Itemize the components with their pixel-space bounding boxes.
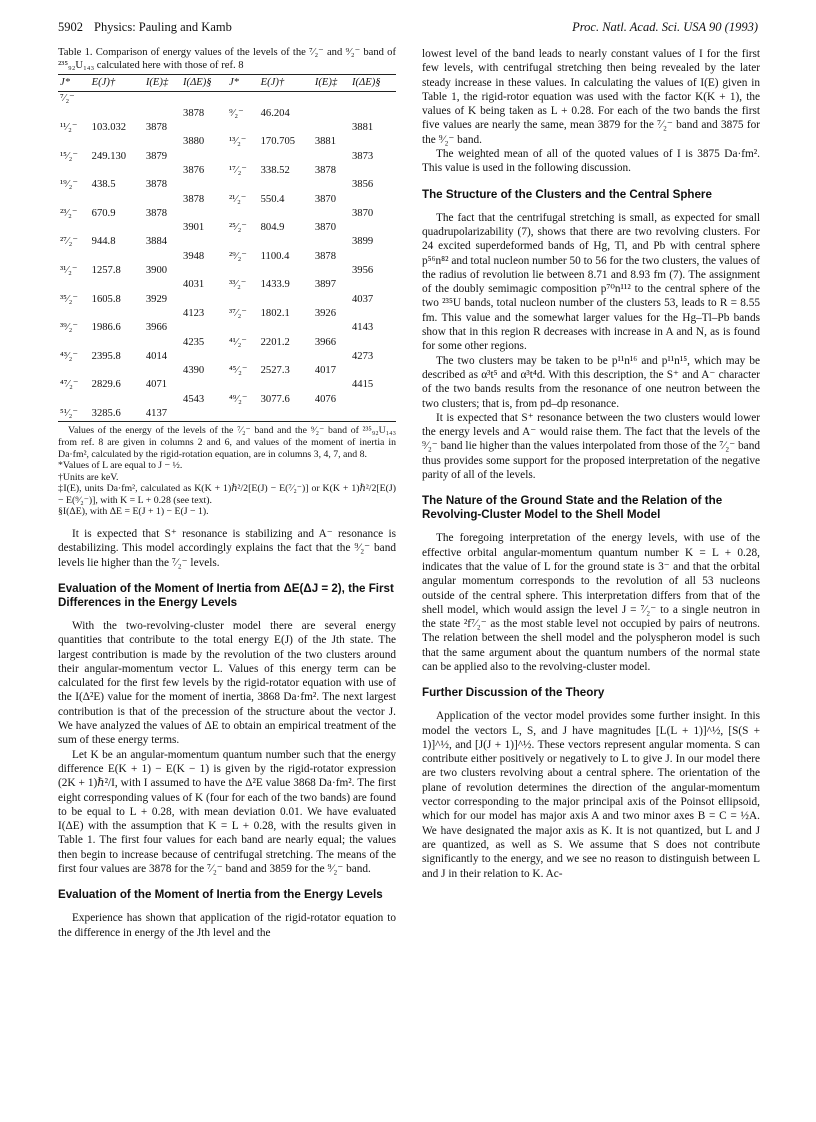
table-cell [181,293,227,307]
table-footnotes [58,425,396,518]
col-header-j2: J* [227,75,259,92]
table-cell: 3870 [314,193,337,205]
table-cell [90,393,144,407]
table-row [58,321,396,335]
table-cell [350,364,396,378]
table-cell: ³⁵⁄₂⁻ [60,293,78,305]
table-cell [313,150,350,164]
table-cell: 1100.4 [260,250,290,262]
table-cell [313,407,350,422]
table-cell [58,135,90,149]
table-cell [144,393,181,407]
footnote: *Values of L are equal to J − ½. [58,460,183,472]
table-cell [259,92,313,107]
table-cell: 3870 [314,222,337,234]
table-cell [227,150,259,164]
table-cell [259,178,313,192]
table-cell [227,121,259,135]
table-cell: 804.9 [260,222,285,234]
table-row [58,278,396,292]
section-heading: Evaluation of the Moment of Inertia from the Energy Levels [58,888,383,902]
col-header-ide: I(ΔE)§ [181,75,227,92]
table-row [58,364,396,378]
table-cell [313,293,350,307]
table-row [58,221,396,235]
table-cell [181,407,227,422]
table-cell [350,407,396,422]
table-cell [350,193,396,207]
table-cell [259,207,313,221]
table-cell [313,121,350,135]
paragraph: Application of the vector model provides some further insight. In this model the vectors L, S, and J have magnitudes [L(L + 1)]^½, [S(S + 1)]^½, and [J(J + 1)]^½. These vectors represent angular momenta. S can contribute either positively or negatively to L to give J. In our model there are two clusters revolving about a central sphere. The orientation of the plane of revolution determines the direction of the angular-momentum vector corresponding to the major principal axis of the Poinsot ellipsoid, which for our model has major axis A and two minor axes B = C = ½A. We have designated the major axis as K. It is not quantized, but L and J are quantized, as well as S. We assume that S does not contribute significantly to the energy, and we see no reason to distinguish between L and J in their relation to K. Ac- [422,710,760,880]
table-cell [313,178,350,192]
footnote: §I(ΔE), with ΔE = E(J + 1) − E(J − 1). [58,506,209,518]
table-cell: 249.130 [91,150,127,162]
table-cell [227,207,259,221]
table-cell: ¹⁷⁄₂⁻ [228,164,247,176]
table-cell [181,207,227,221]
table-cell [259,235,313,249]
table-cell: 3948 [183,250,205,262]
table-cell [90,164,144,178]
table-cell [227,407,259,422]
table-cell: 2829.6 [91,379,121,391]
table-row [58,178,396,192]
table-row [58,207,396,221]
table-cell: 3884 [145,236,168,248]
table-cell: 3878 [314,164,337,176]
table-cell [313,92,350,107]
table-cell: 4415 [352,379,374,391]
table-cell [227,235,259,249]
col-header-j: J* [58,75,90,92]
paragraph: lowest level of the band leads to nearly constant values of I for the first few levels, with centrifugal stretching then being revealed by the later steady increase in these values. In calculating the values of I(E) given in Table 1, the rigid-rotor equation was used with the factor K(K + 1), the values of K being taken as L + 0.28. For each of the two bands the first five values are nearly the same, mean 3879 for the ⁷⁄₂⁻ band and 3875 for the ⁹⁄₂⁻ band. [422,48,760,146]
right-column [422,47,760,881]
table-cell [144,221,181,235]
table-cell [259,150,313,164]
table-cell [227,178,259,192]
table-cell: 3926 [314,307,337,319]
table-cell [350,336,396,350]
col-header-ej2: E(J)† [259,75,313,92]
left-column [58,47,396,940]
table-cell: 3878 [314,250,337,262]
table-cell: 4014 [145,350,168,362]
paragraph: It is expected that S⁺ resonance is stabilizing and A⁻ resonance is destabilizing. This model accordingly explains the fact that the ⁹⁄₂⁻ band levels lie higher than the ⁷⁄₂⁻ levels. [58,528,396,569]
table-cell: 4017 [314,365,337,377]
section-heading: Evaluation of the Moment of Inertia from ΔE(ΔJ = 2), the First Differences in the Energy Levels [58,581,394,609]
table-cell [259,378,313,392]
table-cell: ²⁵⁄₂⁻ [228,222,247,234]
table-cell [181,321,227,335]
table-cell [181,350,227,364]
table-row [58,235,396,249]
table-cell [350,278,396,292]
table-cell: 3870 [352,207,374,219]
table-cell: ³³⁄₂⁻ [228,279,247,291]
table-cell: 4037 [352,293,374,305]
table-cell: 3966 [145,322,168,334]
table-cell: 3878 [183,193,205,205]
page-number: 5902 [58,20,83,34]
table-row [58,293,396,307]
table-body [58,92,396,422]
table-cell [90,135,144,149]
table-cell: 3966 [314,336,337,348]
table-cell: 3900 [145,265,168,277]
table-cell [58,193,90,207]
table-cell [259,321,313,335]
paragraph: The two clusters may be taken to be p¹¹n¹⁶ and p¹¹n¹⁵, which may be described as α³t⁵ and α³t⁴d. With this description, the S⁺ and A⁻ character of the two bands results from the resonance of one neutron between the two clusters; that is, from pd–dp resonance. [422,354,760,410]
paragraph: With the two-revolving-cluster model there are several energy quantities that contribute to the total energy E(J) of the Jth state. The largest contribution is made by the revolution of the two clusters around their angular-momentum vector L. Values of this energy term can be calculated for the first few levels by the rigid-rotator equation with use of the I(Δ²E) value for the moment of inertia, 3868 Da·fm². The next largest contribution is that of the precession of the structure about the vector J. We have analyzed the values of ΔE to obtain an empirical treatment of the sum of these energy terms. [58,619,396,747]
table-row [58,107,396,121]
table-header-row [58,75,396,92]
table-cell: 3956 [352,265,374,277]
energy-table [58,74,396,422]
table-cell [181,178,227,192]
table-cell [350,164,396,178]
table-cell [144,135,181,149]
table-cell [313,235,350,249]
section-title: Physics: Pauling and Kamb [94,20,232,34]
table-cell [144,193,181,207]
table-cell [313,378,350,392]
table-cell: 3856 [352,179,374,191]
table-cell: ²¹⁄₂⁻ [228,193,247,205]
table-cell [313,107,350,121]
table-cell [259,350,313,364]
table-cell [58,164,90,178]
table-cell: 3878 [145,179,168,191]
table-cell [90,92,144,107]
page-header [58,20,758,38]
table-cell [259,121,313,135]
table-cell [90,307,144,321]
table-cell [181,92,227,107]
table-cell [259,293,313,307]
table-cell [227,378,259,392]
table-cell [350,393,396,407]
table-cell: 3077.6 [260,393,290,405]
table-cell [144,307,181,321]
table-cell [350,92,396,107]
table-row [58,193,396,207]
table-row [58,92,396,107]
table-cell [90,193,144,207]
paragraph: The weighted mean of all of the quoted values of I is 3875 Da·fm². This value is used in the following discussion. [422,148,760,175]
table-cell [227,350,259,364]
table-cell: 2201.2 [260,336,290,348]
table-cell: 3873 [352,150,374,162]
footnote: Values of the energy of the levels of the ⁷⁄₂⁻ band and the ⁹⁄₂⁻ band of ²³⁵₉₂U₁₄₃ from ref. 8 are given in columns 2 and 6, and values of the moment of inertia in Da·fm², calculated by the rigid-rotation equation, are in columns 3, 4, 7, and 8. [58,425,396,460]
table-cell [181,378,227,392]
table-cell: ⁴⁵⁄₂⁻ [228,365,248,377]
table-cell: 103.032 [91,122,127,134]
table-cell [90,107,144,121]
journal-citation: Proc. Natl. Acad. Sci. USA 90 (1993) [572,20,758,34]
table-cell: 438.5 [91,179,116,191]
table-cell: 4071 [145,379,168,391]
table-row [58,150,396,164]
table-cell: 3285.6 [90,407,144,422]
table-cell [313,350,350,364]
table-cell [313,264,350,278]
paragraph: It is expected that S⁺ resonance between the two clusters would lower the energy levels and A⁻ would raise them. The fact that the levels of the ⁹⁄₂⁻ band lie higher than the values interpolated from those of the ⁷⁄₂⁻ band thus provides some support for the proposed interpretation of the negative parity of all of the levels. [422,411,760,482]
footnote: †Units are keV. [58,471,119,483]
table-cell: 4076 [314,393,337,405]
table-cell: 3878 [183,107,205,119]
table-cell [181,264,227,278]
table-cell: 1986.6 [91,322,121,334]
table-cell: ³¹⁄₂⁻ [60,265,78,277]
table-cell [144,92,181,107]
paragraph: The fact that the centrifugal stretching is small, as expected for small quadrupolarizability (7), shows that there are two revolving clusters. For 24 excited superdeformed bands of Hg, Tl, and Pb with central sphere p⁵⁶n⁸² and total nucleon number 50 to 56 for the two clusters, the values of the radius of revolution lie between 8.71 and 8.93 fm (7). The assignment of the doubly semimagic composition p⁷⁰n¹¹² to the central sphere of the two ²³⁵U bands, total nucleon number of the clusters 53, leads to R = 8.55 fm. This value and the somewhat larger values for the Hg–Tl–Pb bands show that in this region R decreases with increase in A and N, as is found for some other regions. [422,211,760,353]
table-cell [90,364,144,378]
table-cell: ⁴¹⁄₂⁻ [228,336,247,348]
paragraph: The foregoing interpretation of the energy levels, with use of the effective orbital angular-momentum quantum number K = L + 0.28, indicates that the value of L for the ground state is 3⁻ and that the orbital angular momentum corresponds to the revolution of all 53 nucleons outside of the central sphere. This interpretation differs from that of the shell model, which would assign the level J = ⁷⁄₂⁻ to a single neutron in the state ²f⁷⁄₂⁻ as the most stable level not occupied by pairs of neutrons. The relation between the shell model and the polyspheron model is such that the same argument about the quantum numbers of the normal state can be applied also to the revolving-cluster model. [422,532,760,673]
table-cell [259,264,313,278]
table-cell [90,250,144,264]
table-cell: 4123 [183,307,205,319]
table-row [58,250,396,264]
table-cell: 550.4 [260,193,285,205]
table-cell [90,221,144,235]
col-header-ie2: I(E)‡ [313,75,350,92]
table-cell [227,321,259,335]
table-cell: 338.52 [260,164,290,176]
footnote: ‡I(E), units Da·fm², calculated as K(K + 1)ℏ²/2[E(J) − E(⁷⁄₂⁻)] or K(K + 1)ℏ²/2[E(J) − E(⁹⁄₂⁻)], with K = L + 0.28 (see text). [58,483,396,506]
paragraph: Let K be an angular-momentum quantum number such that the energy difference E(K + 1) − E(K − 1) is given by the rigid-rotator expression (2K + 1)ℏ²/I, with I assumed to have the Δ²E value 3868 Da·fm². The first eight corresponding values of K (four for each of the two bands) are found to be equal to L + 0.28, with mean deviation 0.01. We have evaluated I(ΔE) with the assumption that K = L + 0.28, with the results given in Table 1. The first four values for each band are nearly equal; the values then begin to increase because of centrifugal stretching. The means of the first four values are 3878 for the ⁷⁄₂⁻ band and 3859 for the ⁹⁄₂⁻ band. [58,748,396,875]
table-cell: 4031 [183,279,205,291]
table-row [58,307,396,321]
table-cell [144,164,181,178]
table-cell: 46.204 [260,107,290,119]
table-cell: 2395.8 [91,350,121,362]
table-cell [90,336,144,350]
table-cell [227,293,259,307]
table-row [58,407,396,422]
table-cell [350,250,396,264]
table-cell [313,321,350,335]
table-cell: 3878 [145,207,168,219]
table-cell: ⁴⁹⁄₂⁻ [228,393,248,405]
table-cell [350,221,396,235]
table-cell: 3881 [352,122,374,134]
table-cell: ²⁹⁄₂⁻ [228,250,247,262]
table-cell: ⁴⁷⁄₂⁻ [60,379,79,391]
table-cell: ⁹⁄₂⁻ [228,107,244,119]
table-cell: 3878 [145,122,168,134]
table-cell [90,278,144,292]
table-cell [144,278,181,292]
table-cell: 3880 [183,136,205,148]
table-cell [58,336,90,350]
table-cell [58,107,90,121]
table-cell [350,135,396,149]
table-cell: ³⁷⁄₂⁻ [228,307,247,319]
table-cell [58,393,90,407]
table-cell [58,364,90,378]
table-cell [144,364,181,378]
table-cell: 2527.3 [260,365,290,377]
table-cell: ²³⁄₂⁻ [60,207,78,219]
table-cell: 3876 [183,164,205,176]
table-cell [181,150,227,164]
table-cell: 4273 [352,350,374,362]
table-cell: 1802.1 [260,307,290,319]
table-cell: 3899 [352,236,374,248]
table-cell [227,92,259,107]
table-cell [144,336,181,350]
table-cell: ⁵¹⁄₂⁻ [58,407,90,422]
table-cell [259,407,313,422]
table-row [58,264,396,278]
table-cell [58,307,90,321]
table-cell: 4143 [352,322,374,334]
table-row [58,164,396,178]
table-cell: 1433.9 [260,279,290,291]
table-row [58,121,396,135]
section-heading: The Nature of the Ground State and the Relation of the Revolving-Cluster Model to the Shell Model [422,494,723,522]
col-header-ej: E(J)† [90,75,144,92]
table-cell: ⁴³⁄₂⁻ [60,350,78,362]
table-cell [227,264,259,278]
table-cell: ¹¹⁄₂⁻ [60,122,78,134]
col-header-ie: I(E)‡ [144,75,181,92]
table-cell: ²⁷⁄₂⁻ [60,236,78,248]
table-cell [58,278,90,292]
table-cell [350,307,396,321]
section-heading: Further Discussion of the Theory [422,686,605,700]
section-heading: The Structure of the Clusters and the Central Sphere [422,187,712,201]
table-cell [181,121,227,135]
table-cell [350,107,396,121]
table-cell: 944.8 [91,236,116,248]
table-row [58,135,396,149]
table-cell: 4235 [183,336,205,348]
table-cell: 670.9 [91,207,116,219]
table-cell [181,235,227,249]
table-cell: 4543 [183,393,205,405]
table-row [58,393,396,407]
table-cell: 170.705 [260,136,296,148]
table-cell: 3929 [145,293,168,305]
table-cell: 3901 [183,222,205,234]
col-header-ide2: I(ΔE)§ [350,75,396,92]
table-cell: 3897 [314,279,337,291]
table-cell: 1605.8 [91,293,121,305]
table-cell: ¹⁹⁄₂⁻ [60,179,78,191]
table-cell: 1257.8 [91,265,121,277]
table-cell: 3879 [145,150,168,162]
table-caption: Table 1. Comparison of energy values of the levels of the ⁷⁄₂⁻ and ⁹⁄₂⁻ band of ²³⁵₉₂U₁₄₃ calculated here with those of ref. 8 [58,47,396,71]
table-cell [144,107,181,121]
paragraph: Experience has shown that application of the rigid-rotator equation to the difference in energy of the Jth level and the [58,912,396,939]
table-cell [144,250,181,264]
table-cell [58,250,90,264]
table-cell [313,207,350,221]
table-cell: 3881 [314,136,337,148]
table-cell: ¹³⁄₂⁻ [228,136,247,148]
table-cell [58,221,90,235]
table-cell: 4137 [144,407,181,422]
table-cell: ⁷⁄₂⁻ [60,93,75,105]
table-cell: 4390 [183,365,205,377]
table-cell: ¹⁵⁄₂⁻ [60,150,78,162]
table-row [58,350,396,364]
table-row [58,336,396,350]
table-row [58,378,396,392]
table-cell: ³⁹⁄₂⁻ [60,322,78,334]
